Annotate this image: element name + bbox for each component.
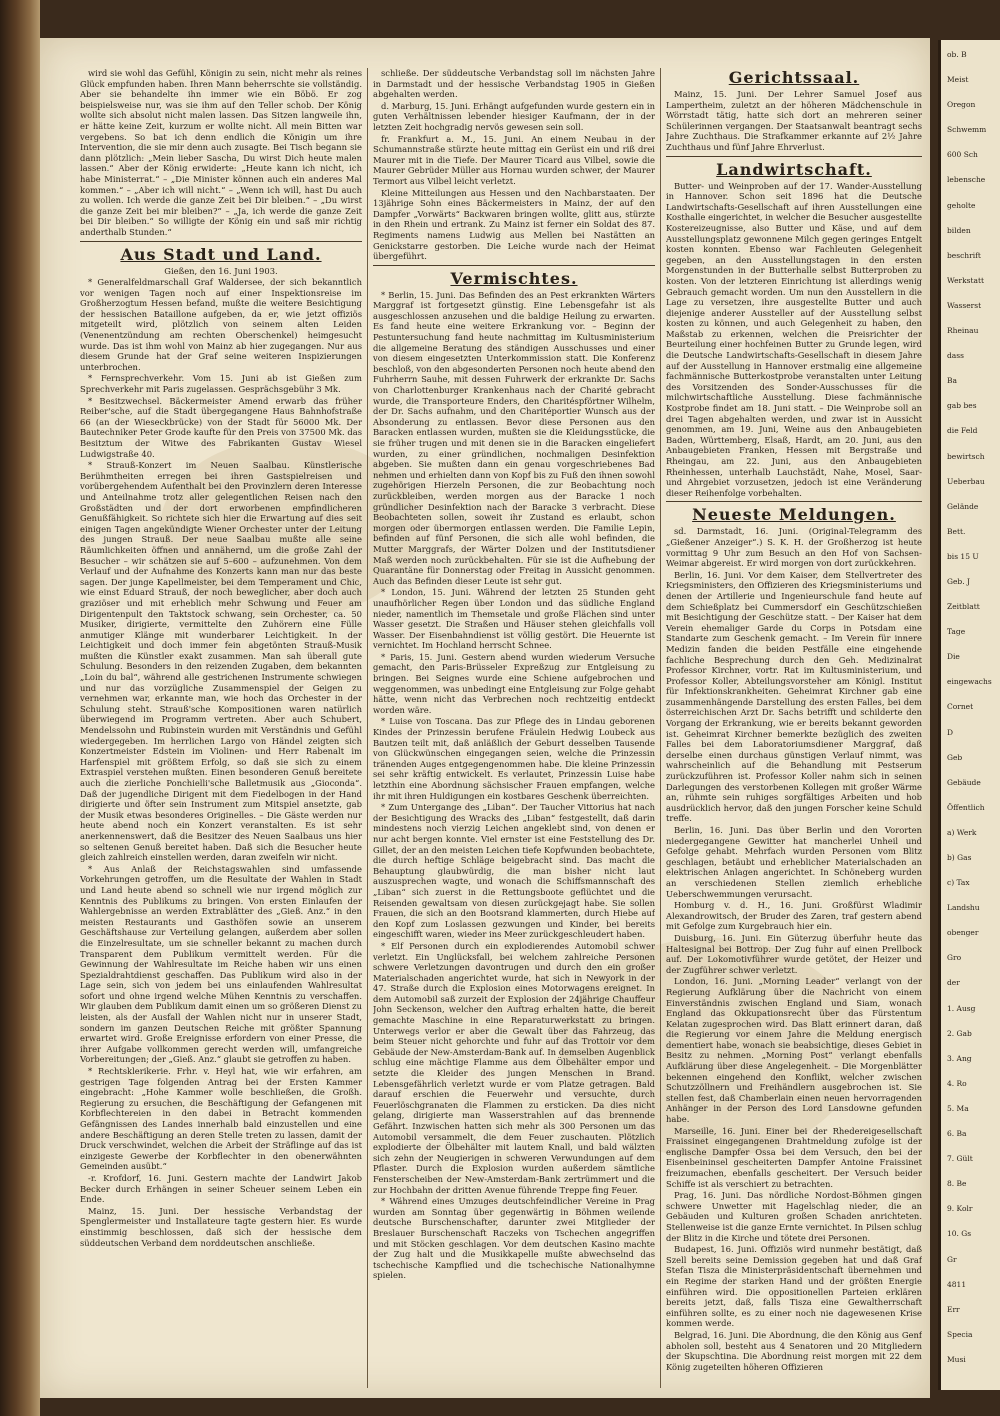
article-text: * Luise von Toscana. Das zur Pflege des in Lindau geborenen Kindes der Prinzessin berufene Fräulein Hedwig Loubeck aus Bautzen teilt mit, daß anläßlich der Geburt desselben Tausende von Glückwünschen eingegangen seien, welche die Prinzessin tränenden Auges entgegengenommen habe. Die kleine Prinzessin sei sehr kräftig entwickelt. Es verlautet, Prinzessin Luise habe letzthin eine Abordnung sächsischer Frauen empfangen, welche ihr mit ihren Huldigungen ein kostbares Geschenk überreichten. xyxy=(373,716,655,801)
edge-text-fragment: Die xyxy=(947,652,960,662)
article-text: * London, 15. Juni. Während der letzten 25 Stunden geht unaufhörlicher Regen über London und das südliche England nieder, namentlich im Themsetale und große Flächen sind unter Wasser gesetzt. Die Straßen und Häuser stehen gleichfalls voll Wasser. Der Eisenbahndienst ist völlig gestört. Die Heuernte ist vernichtet. Im Hochland herrscht Schnee. xyxy=(373,587,655,651)
article-text: Budapest, 16. Juni. Offiziös wird nunmehr bestätigt, daß Szell bereits seine Demission gegeben hat und daß Graf Stefan Tisza die Ministerpräsidentschaft übernehmen und ein Regime der starken Hand und der größten Energie einführen wird. Die oppositionellen Parteien erklären bereits jetzt, daß, falls Tisza eine Gewaltherrschaft einführen sollte, es zu einer noch nie dagewesenen Krise kommen werde. xyxy=(666,1244,922,1329)
edge-text-fragment: c) Tax xyxy=(947,878,970,888)
article-text: * Aus Anlaß der Reichstagswahlen sind umfassende Vorkehrungen getroffen, um die Resultate der Wahlen in Stadt und Land heute abend so schnell wie nur irgend möglich zur Kenntnis des Publikums zu bringen. Von ersten Einlaufen der Wahlergebnisse an werden Extrablätter des „Gieß. Anz.“ in den meisten Restaurants und Gasthöfen sowie an unserem Geschäftshause zur Verteilung gelangen, außerdem aber sollen die Einzelresultate, um sie schneller bekannt zu machen durch Transparent dem Publikum vermittelt werden. Für die Gewinnung der Wahlresultate im Reiche haben wir uns einen Spezialdrahtdienst geschaffen. Das Publikum wird also in der Lage sein, sich von jedem bei uns einlaufenden Wahlresultat sofort und ohne irgend welche Mühen Kenntnis zu verschaffen. Wir glauben dem Publikum damit einen um so größeren Dienst zu leisten, als der Ausfall der Wahlen nicht nur in unserer Stadt, sondern im ganzen Deutschen Reiche mit größter Spannung erwartet wird. Große Ereignisse erfordern von einer Presse, die ihrer Aufgabe vollkommen gerecht werden will, umfangreiche Vorbereitungen; der „Gieß. Anz.“ glaubt sie getroffen zu haben. xyxy=(80,863,362,1065)
edge-text-fragment: Specia xyxy=(947,1329,973,1339)
article-text: Berlin, 16. Juni. Vor dem Kaiser, dem Stellvertreter des Kriegsministers, den Offizieren des Kriegsministeriums und denen der Artillerie und Ingenieurschule fand heute auf dem Schießplatz bei Cummersdorf ein Geschützschießen mit Besichtigung der Geschütze statt. – Der Kaiser hat dem Verein ehemaliger Garde du Corps in Potsdam eine Standarte zum Geschenk gemacht. – Im Verein für innere Medizin fanden die beiden Pestfälle eine eingehende fachliche Besprechung durch den Geh. Medizinalrat Professor Kirchner, vortr. Rat im Kultusministerium, und Professor Koller, Abteilungsvorsteher am Königl. Institut für Infektionskrankheiten. Geheimrat Kirchner gab eine zusammenhängende Darstellung des ersten Falles, bei dem österreichischen Arzt Dr. Sachs betrifft und schilderte den Vorgang der Erkrankung, wie er bereits bekannt geworden ist. Geheimrat Kirchner bemerkte bezüglich des zweiten Falles bei dem Laboratoriumsdiener Marggraf, daß derselbe einen durchaus günstigen Verlauf nimmt, was wahrscheinlich auf die Behandlung mit Pestserum zurückzuführen ist. Professor Koller nahm sich in seinen Darlegungen des verstorbenen Kollegen mit großer Wärme an, rühmte sein ruhiges sorgfältiges Arbeiten und hob ausdrücklich hervor, daß den jungen Forscher keine Schuld treffe. xyxy=(666,569,922,824)
edge-text-fragment: Musi xyxy=(947,1354,966,1364)
column-2 xyxy=(373,68,655,1388)
article-text: Marseille, 16. Juni. Einer bei der Rhedereigesellschaft Fraissinet eingegangenen Drahtmeldung zufolge ist der englische Dampfer Ossa bei dem Versuch, den bei der Eisenbeininsel gescheiterten Dampfer Antoine Fraissinet freizumachen, ebenfalls gescheitert. Der Versuch beider Schiffe ist als verschiert zu betrachten. xyxy=(666,1125,922,1189)
edge-text-fragment: Geb xyxy=(947,752,963,762)
article-text: Belgrad, 16. Juni. Die Abordnung, die den König aus Genf abholen soll, besteht aus 4 Senatoren und 20 Mitgliedern der Skupschtina. Die Abordnung reist morgen mit 22 dem König zugeteilten höheren Offizieren xyxy=(666,1329,922,1372)
article-text: fr. Frankfurt a. M., 15. Juni. An einem Neubau in der Schumannstraße stürzte heute mittag ein Gerüst ein und riß drei Maurer mit in die Tiefe. Der Maurer Ticard aus Vilbel, sowie die Maurer Gebrüder Müller aus Hornau wurden schwer, der Maurer Termort aus Vilbel leicht verletzt. xyxy=(373,133,655,186)
edge-text-fragment: Ba xyxy=(947,376,957,386)
edge-text-fragment: 600 Sch xyxy=(947,150,978,160)
column-3 xyxy=(666,68,922,1388)
edge-text-fragment: lebensche xyxy=(947,175,986,185)
column-1 xyxy=(80,68,362,1388)
edge-text-fragment: 4. Ro xyxy=(947,1078,967,1088)
edge-text-fragment: die Feld xyxy=(947,426,978,436)
edge-text-fragment: bilden xyxy=(947,225,971,235)
article-text: -r. Krofdorf, 16. Juni. Gestern machte der Landwirt Jakob Becker durch Erhängen in seiner Scheuer seinem Leben ein Ende. xyxy=(80,1172,362,1205)
edge-text-fragment: Rheinau xyxy=(947,326,979,336)
edge-text-fragment: Tage xyxy=(947,627,966,637)
section-heading: Neueste Meldungen. xyxy=(692,505,896,525)
article-text: * Zum Untergange des „Liban“. Der Taucher Vittorius hat nach der Besichtigung des Wracks des „Liban“ festgestellt, daß darin mindestens noch vierzig Leichen angeklebt sind, von denen er nur acht bergen konnte. Viel ernster ist eine Feststellung des Dr. Gillet, der an den meisten Leichen tiefe Kopfwunden beobachtete, die durch heftige Schläge beigebracht sind. Das macht die Behauptung glaubwürdig, die man bisher nicht laut auszusprechen wagte, und wonach die Schiffsmannschaft des „Liban“ sich zuerst in die Rettungsboote geflüchtet und die Reisenden gewaltsam von diesen zurückgejagt habe. Sie sollen Frauen, die sich an den Bootsrand klammerten, durch Hiebe auf den Kopf zum Loslassen gezwungen und Kinder, bei bereits eingeschifft waren, wieder ins Meer zurückgeschleudert haben. xyxy=(373,802,655,940)
article-text: Kleine Mitteilungen aus Hessen und den Nachbarstaaten. Der 13jährige Sohn eines Bäckermeisters in Mainz, der auf den Dampfer „Vorwärts“ Backwaren bringen wollte, glitt aus, stürzte in den Rhein und ertrank. Zu Mainz ist ferner ein Soldat des 87. Regiments namens Ludwig aus Mellen bei Nastätten an Genickstarre gestorben. Die Leiche wurde nach der Heimat übergeführt. xyxy=(373,187,655,262)
section-heading: Aus Stadt und Land. xyxy=(120,244,322,264)
newspaper-page xyxy=(40,38,930,1398)
edge-text-fragment: Landshu xyxy=(947,903,980,913)
dateline: Gießen, den 16. Juni 1903. xyxy=(164,265,278,276)
article-text: Prag, 16. Juni. Das nördliche Nordost-Böhmen gingen schwere Unwetter mit Hagelschlag nieder, die an Gebäuden und Kulturen großen Schaden anrichteten. Stellenweise ist die ganze Ernte vernichtet. In Pilsen schlug der Blitz in die Kirche und tötete drei Personen. xyxy=(666,1190,922,1243)
edge-text-fragment: 8. Be xyxy=(947,1179,967,1189)
section-rule xyxy=(666,156,922,157)
edge-text-fragment: geholte xyxy=(947,200,976,210)
article-text: Mainz, 15. Juni. Der hessische Verbandstag der Spenglermeister und Installateure tagte gestern hier. Es wurde einstimmig beschlossen, daß sich der hessische dem süddeutschen Verband dem norddeutschen anschließe. xyxy=(80,1205,362,1248)
article-text: schließe. Der süddeutsche Verbandstag soll im nächsten Jahre in Darmstadt und der hessische Verbandstag 1905 in Gießen abgehalten werden. xyxy=(373,68,655,100)
edge-text-fragment: Zeitblatt xyxy=(947,602,980,612)
section-rule xyxy=(666,501,922,502)
edge-text-fragment: Schwemm xyxy=(947,125,987,135)
article-text: * Berlin, 15. Juni. Das Befinden des an Pest erkrankten Wärters Marggraf ist fortgesetzt günstig. Eine Lebensgefahr ist als ausgeschlossen anzusehen und die baldige Heilung zu erwarten. Es fand heute eine weitere Erkrankung vor. – Beginn der Pestuntersuchung fand heute nachmittag im Kultusministerium die allgemeine Beratung des ständigen Ausschusses und einer von diesem eingesetzten Unterkommission statt. Die Konferenz beschloß, von den abgesonderten Personen noch heute abend den Fuhrherrn Sauhe, mit dessen Fuhrwerk der erkrankte Dr. Sachs von Charlottenburger Krankenhaus nach der Charité gebracht wurde, die Transporteure Enders, den Charitéspförtner Wilhelm, der Dr. Sachs aufnahm, und den Charitéportier Wunsch aus der Absonderung zu entlassen. Bevor diese Personen aus den Baracken entlassen wurden, mußten sie die Kleidungsstücke, die sie früher trugen und mit denen sie in die Baracken eingeliefert wurden, zu einer gründlichen, nochmaligen Desinfektion abgeben. Sie mußten dann ein genau vorgeschriebenes Bad nehmen und erhielten dann von Kopf bis zu Fuß den ihnen sowohl zugehörigen Hierzeln Personen, die zur Beobachtung noch zurückbleiben, werden morgen aus der Baracke 1 noch gründlicher Desinfektion nach der Baracke 3 verbracht. Diese Beobachteten sollen, soweit ihr Zustand es erlaubt, schon morgen oder übermorgen entlassen werden. Die Familie Lepin, befinden auf fünf Personen, die sich alle wohl befinden, die Mutter Marggrafs, der Wärter Dolzen und der Institutsdiener Maß werden noch zurückbehalten. Für sie ist die Aufhebung der Quarantäne für Donnerstag oder Freitag in Aussicht genommen. Auch das Befinden dieser Leute ist sehr gut. xyxy=(373,289,655,586)
edge-text-fragment: Cornet xyxy=(947,702,974,712)
article-text: * Paris, 15. Juni. Gestern abend wurden wiederum Versuche gemacht, den Paris-Brüsseler Expreßzug zur Entgleisung zu bringen. Bei Seignes wurde eine Schiene aufgebrochen und weggenommen, was unbedingt eine Entgleisung zur Folge gehabt hätte, wenn nicht das Verbrechen noch rechtzeitig entdeckt worden wäre. xyxy=(373,651,655,715)
article-text: d. Marburg, 15. Juni. Erhängt aufgefunden wurde gestern ein in guten Verhältnissen lebender hiesiger Kaufmann, der in der letzten Zeit hochgradig nervös gewesen sein soll. xyxy=(373,100,655,132)
article-text: Mainz, 15. Juni. Der Lehrer Samuel Josef aus Lampertheim, zuletzt an der höheren Mädchenschule in Wörrstadt tätig, hatte sich dort an mehreren seiner Schülerinnen vergangen. Der Staatsanwalt beantragt sechs Jahre Zuchthaus. Die Strafkammer erkannte auf 2½ Jahre Zuchthaus und fünf Jahre Ehrverlust. xyxy=(666,89,922,152)
edge-text-fragment: 2. Gab xyxy=(947,1028,972,1038)
edge-text-fragment: Meist xyxy=(947,75,969,85)
article-text: London, 16. Juni. „Morning Leader“ verlangt von der Regierung Aufklärung über die Nachricht von einem Einverständnis zwischen England und Siam, wonach England das Okkupationsrecht über das Fürstentum Kelatan zugesprochen wird. Das Blatt erinnert daran, daß die Regierung vor einem Jahre die Meldung energisch dementiert habe, wonach sie beabsichtige, dieses Gebiet in Besitz zu nehmen. „Morning Post“ verlangt ebenfalls Aufklärung über diese Angelegenheit. – Die Morgenblätter bekennen eingehend den Konflikt, welcher zwischen Schutzzöllnern und Freihändlern ausgebrochen ist. Sie stellen fest, daß Chamberlain einen neuen hervorragenden Anhänger in der Person des Lord Lansdowne gefunden habe. xyxy=(666,976,922,1125)
edge-text-fragment: Geb. J xyxy=(947,576,971,586)
article-text: * Strauß-Konzert im Neuen Saalbau. Künstlerische Berühmtheiten erregen bei ihren Gastspielreisen und vorübergehendem Aufenthalt bei den Provinzlern deren Interesse und Anteilnahme trotz aller gelegentlichen Reisen nach den Großstädten und der dort erworbenen empfindlicheren Genußfähigkeit. So richtete sich hier die Erwartung auf dies seit einigen Tagen angekündigte Wiener Orchester unter der Leitung des jungen Strauß. Der neue Saalbau mußte alle seine Räumlichkeiten öffnen und annähernd, um die große Zahl der Besucher – wir schätzen sie auf 5–600 – aufzunehmen. Von dem Verlauf und der Aufnahme des Konzerts kann man nur das beste sagen. Der junge Kapellmeister, bei dem Temperament und Chic, wie einst Eduard Strauß, der noch beweglicher, aber doch auch graziöser und mit erheblich mehr Schwung und Feuer am Dirigentenpult den Taktstock schwang, sein Orchester, ca. 50 Musiker, dirigierte, vermittelte den Zuhörern eine Fülle anmutiger Klänge mit wunderbarer Leichtigkeit. In der Leichtigkeit und doch immer fein abgetönten Strauß-Musik mußten die Künstler exakt zusammen. Man sah überall gute Schulung. Besonders in den reizenden Zugaben, dem bekannten „Loin du bal“, während alle gestrichenen Instrumente schwiegen und nur das vorzügliche Zusammenspiel der Geigen zu vernehmen war, erkannte man, wie hoch das Orchester in der Schulung steht. Strauß'sche Kompositionen waren natürlich überwiegend im Programm vertreten. Aber auch Schubert, Mendelssohn und Rubinstein wurden mit Verständnis und Gefühl wiedergegeben. Im herrlichen Largo von Händel zeigten sich Konzertmeister Edstein im Violinen- und Herr Rabenalt im Harfenspiel mit größtem Erfolg, so daß sie sich zu einem Extraspiel verstehen mußten. Einen besonderen Genuß bereitete auch die zierliche Ponchielli'sche Balletmusik aus „Gioconda“. Daß der jugendliche Dirigent mit dem Fiedelbogen in der Hand dirigierte und öfter sein Instrument zum Mitspiel ansetzte, gab der Musik etwas besonderes Originelles. – Die Gäste werden nur heute abend noch ein Konzert veranstalten. Es ist sehr anerkennenswert, daß die Besitzer des Neuen Saalbaus uns hier so seltenen Genuß bereitet haben. Daß sich die Besucher heute gleich zahlreich einstellen werden, daran zweifeln wir nicht. xyxy=(80,460,362,863)
edge-text-fragment: bis 15 U xyxy=(947,551,979,561)
column-rule xyxy=(367,68,368,1388)
edge-text-fragment: b) Gas xyxy=(947,853,972,863)
edge-text-fragment: Gro xyxy=(947,953,962,963)
article-text: Butter- und Weinproben auf der 17. Wander-Ausstellung in Hannover. Schon seit 1896 hat die Deutsche Landwirtschafts-Gesellschaft auf ihren Ausstellungen eine Kosthalle eingerichtet, in welcher die Besucher ausgestellte Kostereizeugnisse, also Butter und Käse, und auf dem Ausstellungsplatz gewonnene Milch gegen geringes Entgelt kosten konnten. Ebenso war Fachleuten Gelegenheit gegeben, an den Ausstellungstagen in den ersten Morgenstunden in der Butterhalle selbst Butterproben zu kosten. Von der letzteren Einrichtung ist allerdings wenig Gebrauch gemacht worden. Um nun den Ausstellern in die Lage zu versetzen, ihre ausgestellte Butter und auch diejenige anderer Aussteller auf der Ausstellung selbst kosten zu können, und auch Gelegenheit zu haben, den Maßstab zu erkennen, welchen die Preisrichter der Beurteilung einer hochfeinen Butter zu Grunde legen, wird die Deutsche Landwirtschafts-Gesellschaft in diesem Jahre auf der Ausstellung in Hannover erstmalig eine allgemeine fachmännische Butterkostprobe veranstalten unter Leitung des Vorsitzenden des Sonder-Ausschusses für die milchwirtschaftliche Ausstellung. Diese fachmännische Kostprobe findet am 18. Juni statt. – Die Weinprobe soll an drei Tagen abgehalten werden, und zwar ist in Aussicht genommen, am 19. Juni, Weine aus den Anbaugebieten Baden, Württemberg, Elsaß, Hardt, am 20. Juni, aus den Anbaugebieten Franken, Hessen mit Bergstraße und Rheingau, am 22. Juni, aus den Anbaugebieten Rheinhessen, unterhalb Lauchstädt, Nahe, Mosel, Saar- und Ahrgebiet vorzusetzen, jedoch ist eine Veränderung dieser Reihenfolge vorbehalten. xyxy=(666,180,922,498)
edge-text-fragment: Werkstatt xyxy=(947,275,985,285)
article-text: Homburg v. d. H., 16. Juni. Großfürst Wladimir Alexandrowitsch, der Bruder des Zaren, traf gestern abend mit Gefolge zum Kurgebrauch hier ein. xyxy=(666,900,922,932)
edge-text-fragment: 10. Gs xyxy=(947,1229,972,1239)
section-heading: Gerichtssaal. xyxy=(728,68,860,87)
section-heading: Landwirtschaft. xyxy=(716,159,872,179)
article-text: * Fernsprechverkehr. Vom 15. Juni ab ist Gießen zum Sprechverkehr mit Paris zugelassen. Gesprächsgebühr 3 Mk. xyxy=(80,373,362,395)
edge-text-fragment: 9. Kolr xyxy=(947,1204,973,1214)
edge-text-fragment: dass xyxy=(947,351,964,361)
edge-text-fragment: Gebäude xyxy=(947,777,981,787)
article-text: sd. Darmstadt, 16. Juni. (Original-Telegramm des „Gießener Anzeiger“.) S. K. H. der Großherzog ist heute vormittag 9 Uhr zum Besuch an den Hof von Sachsen-Weimar abgereist. Er wird morgen von dort zurückkehren. xyxy=(666,526,922,569)
edge-text-fragment: Ueberbau xyxy=(947,476,985,486)
edge-text-fragment: beschrift xyxy=(947,250,981,260)
section-rule xyxy=(80,241,362,242)
edge-text-fragment: gab bes xyxy=(947,401,977,411)
article-text: * Generalfeldmarschall Graf Waldersee, der sich bekanntlich vor wenigen Tagen noch auf einer Inspektionsreise im Großherzogtum Hessen befand, mußte die weitere Besichtigung der hessischen Bataillone aufgeben, da er, wie jetzt offiziös mitgeteilt wird, plötzlich von seinem alten Leiden (Venenentzündung am rechten Oberschenkel) heimgesucht wurde. Das ist ihm wohl von Mainz ab hier zugegangen. Nur aus diesem Grunde hat der Graf seine weiteren Inspizierungen unterbrochen. xyxy=(80,277,362,372)
section-rule xyxy=(373,265,655,266)
article-text: * Rechtsklerikerie. Frhr. v. Heyl hat, wie wir erfahren, am gestrigen Tage folgenden Antrag bei der Ersten Kammer eingebracht: „Hohe Kammer wolle beschließen, die Großh. Regierung zu ersuchen, die Beschäftigung der Gefangenen mit Korbflechtereien in den dabei in Betracht kommenden Gefängnissen des Landes innerhalb bald einzustellen und eine andere Beschäftigung an deren Stelle treten zu lassen, damit der Druck verschwindet, welchen die Arbeit der Sträflinge auf das ist einzigeste Gewerbe der Korbflechter in den obenerwähnten Gemeinden ausübt.“ xyxy=(80,1066,362,1172)
article-text: wird sie wohl das Gefühl, Königin zu sein, nicht mehr als reines Glück empfunden haben. Ihren Mann beherrschte sie vollständig. Aber sie behandelte ihn immer wie ein Böbö. Er zog beispielsweise nur, was sie ihm auf den Teller schob. Der König wollte sich absolut nicht malen lassen. Das Sitzen langweile ihn, er hätte keine Zeit, kurzum er wollte nicht. All mein Bitten war vergebens. So bat ich denn endlich die Königin um ihre Intervention, die sie mir denn auch zusagte. Bei Tisch begann sie dann plötzlich: „Mein lieber Sascha, Du wirst Dich heute malen lassen.“ Aber der König erwiderte: „Heute kann ich nicht, ich habe Ministerrat.“ – „Die Minister können auch ein anderes Mal kommen.“ – „Aber ich will nicht.“ – „Wenn ich will, hast Du auch zu wollen. Ich werde die ganze Zeit bei Dir bleiben.“ – „Du wirst die ganze Zeit bei mir bleiben?“ – „Ja, ich werde die ganze Zeit bei Dir bleiben.“ So willigte der König ein und saß mir richtig anderthalb Stunden.“ xyxy=(80,68,362,237)
book-binding xyxy=(0,0,40,1416)
edge-text-fragment: der xyxy=(947,978,960,988)
edge-text-fragment: Gelände xyxy=(947,501,979,511)
edge-text-fragment: eingewachs xyxy=(947,677,992,687)
edge-text-fragment: ob. B xyxy=(947,50,967,59)
edge-text-fragment: Oregon xyxy=(947,100,976,110)
edge-text-fragment: Bett. xyxy=(947,526,966,536)
edge-text-fragment: D xyxy=(947,727,954,737)
edge-text-fragment: bewirtsch xyxy=(947,451,985,461)
edge-text-fragment: 4811 xyxy=(947,1279,967,1289)
edge-text-fragment: 5. Ma xyxy=(947,1103,969,1113)
edge-text-fragment: Wasserst xyxy=(947,300,982,310)
article-text: Duisburg, 16. Juni. Ein Güterzug überfuhr heute das Haltesignal bei Bottrop. Der Zug fuhr auf einen Prellbock auf. Der Lokomotivführer wurde getötet, der Heizer und der Zugführer schwer verletzt. xyxy=(666,932,922,975)
section-heading: Vermischtes. xyxy=(450,268,578,288)
edge-text-fragment: a) Werk xyxy=(947,827,977,837)
edge-text-fragment: 6. Ba xyxy=(947,1129,967,1139)
edge-text-fragment: Gr xyxy=(947,1254,957,1264)
edge-text-fragment: 7. Gült xyxy=(947,1154,973,1164)
adjacent-page-edge xyxy=(938,40,1000,1390)
article-text: Berlin, 16. Juni. Das über Berlin und den Vororten niedergegangene Gewitter hat mancherlei Unheil und Gefolge gehabt. Mehrfach wurden Personen vom Blitz geschlagen, betäubt und erheblicher Materialschaden an elektrischen Anlagen angerichtet. In Schöneberg wurden an verschiedenen Stellen ziemlich erhebliche Ueberschwemmungen verursacht. xyxy=(666,825,922,899)
edge-text-fragment: obenger xyxy=(947,928,979,938)
edge-text-fragment: 3. Ang xyxy=(947,1053,972,1063)
column-rule xyxy=(660,68,661,1388)
edge-text-fragment: 1. Ausg xyxy=(947,1003,976,1013)
article-text: * Während eines Umzuges deutschfeindlicher Vereine in Prag wurden am Sonntag über gegenwärtig in Böhmen weilende deutsche Burschenschafter, darunter zwei Mitglieder der Breslauer Burschenschaft Raczeks von Tschechen angegriffen und mit Stöcken geschlagen. Vor dem deutschen Kasino machte der Zug halt und die Musikkapelle mußte abwechselnd das tschechische Kampflied und die tschechische Nationalhymne spielen. xyxy=(373,1196,655,1281)
edge-text-fragment: Err xyxy=(947,1304,960,1314)
article-text: * Besitzwechsel. Bäckermeister Amend erwarb das früher Reiber'sche, auf die Stadt übergegangene Haus Bahnhofstraße 66 (an der Wieseckbrücke) von der Stadt für 56000 Mk. Der Bautechniker Peter Grode kaufte für den Preis von 37500 Mk. das Besitztum der Witwe des Fabrikanten Gustav Wiesel Ludwigstraße 40. xyxy=(80,395,362,459)
edge-text-fragment: Öffentlich xyxy=(947,802,985,812)
article-text: * Elf Personen durch ein explodierendes Automobil schwer verletzt. Ein Unglücksfall, bei welchem zahlreiche Personen schwere Verletzungen davontrugen und durch den ein großer Materialschaden angerichtet wurde, hat sich in Newyork in der 47. Straße durch die Explosion eines Motorwagens ereignet. In dem Automobil saß zurzeit der Explosion der 24jährige Chauffeur John Seckenson, welcher den Auftrag erhalten hatte, die bereit gemachte Maschine in eine Reparaturwerkstatt zu bringen. Unterwegs verlor er aber die Gewalt über das Fahrzeug, das beim Steuer nicht gehorchte und fuhr auf das Trottoir vor dem Gebäude der New-Amsterdam-Bank auf. In demselben Augenblick schlug eine mächtige Flamme aus dem Ölbehälter empor und setzte die Kleider des jungen Menschen in Brand. Lebensgefährlich verletzt wurde er vom Platze getragen. Bald darauf erschien die Feuerwehr und versuchte, durch Feuerlöschgranaten die Flammen zu ersticken. Da dies nicht gelang, dirigierte man Wasserstrahlen auf das brennende Gefährt. Inzwischen hatten sich mehr als 300 Personen um das Automobil versammelt, die dem Feuer zuschauten. Plötzlich explodierte der Ölbehälter mit lautem Knall, und bald wälzten sich zehn der Neugierigen in schweren Verwundungen auf dem Pflaster. Durch die Explosion wurden außerdem sämtliche Fensterscheiben der New-Amsterdam-Bank zertrümmert und die zur Hochbahn der dritten Avenue führende Treppe fing Feuer. xyxy=(373,940,655,1195)
